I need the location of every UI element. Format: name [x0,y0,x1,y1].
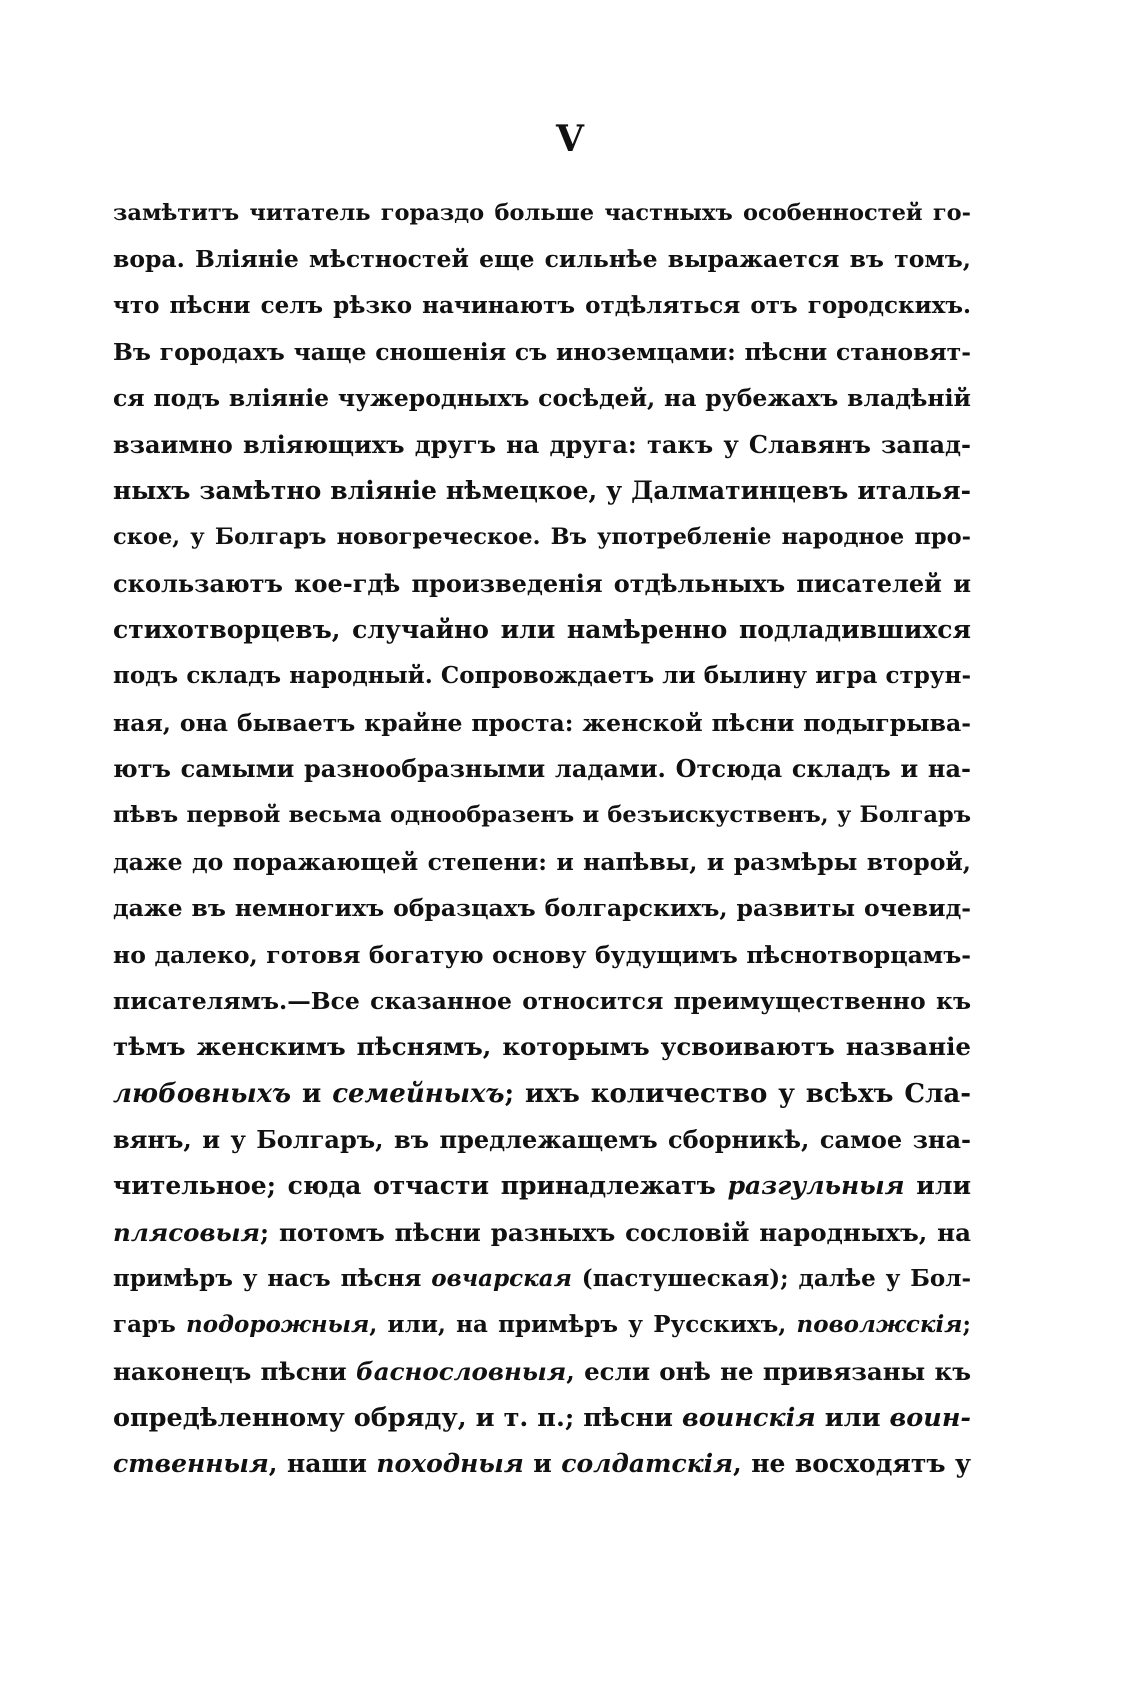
italic-term: овчарская [431,1264,572,1292]
text-line [113,1071,971,1117]
text-segment: или [815,1402,890,1433]
text-segment: что пѣсни селъ рѣзко начинаютъ отдѣляться отъ городскихъ. [113,291,971,319]
text-segment: даже въ немногихъ образцахъ болгарскихъ, развиты очевид- [113,894,971,923]
text-segment: писателямъ.—Все сказанное относится преимущественно къ [113,986,971,1015]
text-line [113,190,971,236]
text-line [113,885,971,931]
text-segment: (пастушеская); далѣе у Бол- [571,1264,971,1292]
text-line [113,792,971,838]
italic-term: подорожныя [185,1311,370,1339]
page-number: V [556,118,584,160]
text-segment: пѣвъ первой весьма однообразенъ и безъискуственъ, у Болгаръ [113,802,971,829]
text-line [113,1302,971,1348]
text-line [113,375,971,421]
text-segment: опредѣленному обряду, и т. п.; пѣсни [113,1402,682,1433]
text-line [113,932,971,978]
text-line [113,514,971,560]
text-line [113,700,971,746]
body-text [113,190,971,1488]
text-line [113,1349,971,1395]
italic-term: воин- [889,1402,971,1433]
text-segment: ныхъ замѣтно вліяніе нѣмецкое, у Далматинцевъ италья- [113,476,971,506]
text-line [113,561,971,607]
text-segment: , или, на примѣръ у Русскихъ, [369,1311,797,1339]
text-segment: гаръ [113,1311,186,1339]
text-line [113,283,971,329]
text-segment: , наши [268,1449,377,1479]
text-line [113,422,971,468]
italic-term: разгульныя [727,1171,905,1201]
text-segment: даже до поражающей степени: и напѣвы, и размѣры второй, [113,847,971,876]
text-segment: , если онѣ не привязаны къ [566,1356,971,1386]
text-line [113,607,971,653]
text-line [113,329,971,375]
text-segment: ; ихъ количество у всѣхъ Сла- [504,1078,971,1109]
italic-term: ственныя [113,1449,269,1479]
text-segment: , не восходятъ у [733,1449,971,1479]
italic-term: походныя [376,1449,524,1479]
text-segment: и [291,1078,333,1109]
text-line [113,1441,971,1487]
text-segment: или [904,1171,971,1201]
text-segment: ютъ самыми разнообразными ладами. Отсюда складъ и на- [113,754,971,784]
text-segment: тѣмъ женскимъ пѣснямъ, которымъ усвоиваютъ названіе [113,1032,971,1062]
text-segment: вянъ, и у Болгаръ, въ предлежащемъ сборникѣ, самое зна- [113,1124,971,1154]
text-segment: вора. Вліяніе мѣстностей еще сильнѣе выражается въ томъ, [113,245,971,274]
text-segment: и [523,1449,562,1479]
text-line [113,1163,971,1209]
text-segment: примѣръ у насъ пѣсня [113,1264,432,1292]
text-segment: ся подъ вліяніе чужеродныхъ сосѣдей, на рубежахъ владѣній [113,384,971,413]
text-segment: взаимно вліяющихъ другъ на друга: такъ у Славянъ запад- [113,429,971,459]
italic-term: солдатскія [561,1449,734,1479]
italic-term: воинскія [682,1402,816,1433]
text-segment: замѣтитъ читатель гораздо больше частныхъ особенностей го- [113,200,971,226]
text-segment: стихотворцевъ, случайно или намѣренно подладившихся [113,615,971,645]
text-segment: наконецъ пѣсни [113,1356,356,1386]
italic-term: поволжскія [796,1311,963,1339]
text-line [113,1210,971,1256]
text-line [113,746,971,792]
text-segment: ная, она бываетъ крайне проста: женской пѣсни подыгрыва- [113,708,971,737]
italic-term: плясовыя [113,1217,261,1247]
text-segment: Въ городахъ чаще сношенія съ иноземцами: пѣсни становят- [113,338,971,367]
text-segment: скользаютъ кое-гдѣ произведенія отдѣльныхъ писателей и [113,568,971,598]
text-line [113,236,971,282]
text-line [113,468,971,514]
text-line [113,1117,971,1163]
text-segment: ; [962,1311,971,1339]
italic-term: баснословныя [356,1356,567,1386]
text-line [113,653,971,699]
text-line [113,978,971,1024]
italic-term: любовныхъ [113,1078,292,1109]
text-segment: ское, у Болгаръ новогреческое. Въ употребленіе народное про- [113,524,971,551]
text-line [113,839,971,885]
italic-term: семейныхъ [332,1078,505,1109]
text-segment: чительное; сюда отчасти принадлежатъ [113,1171,728,1201]
text-line [113,1024,971,1070]
text-segment: но далеко, готовя богатую основу будущимъ пѣснотворцамъ- [113,940,971,969]
text-segment: ; потомъ пѣсни разныхъ сословій народныхъ, на [260,1217,971,1247]
text-line [113,1395,971,1441]
text-segment: подъ складъ народный. Сопровождаетъ ли былину игра струн- [113,662,971,690]
text-line [113,1256,971,1302]
